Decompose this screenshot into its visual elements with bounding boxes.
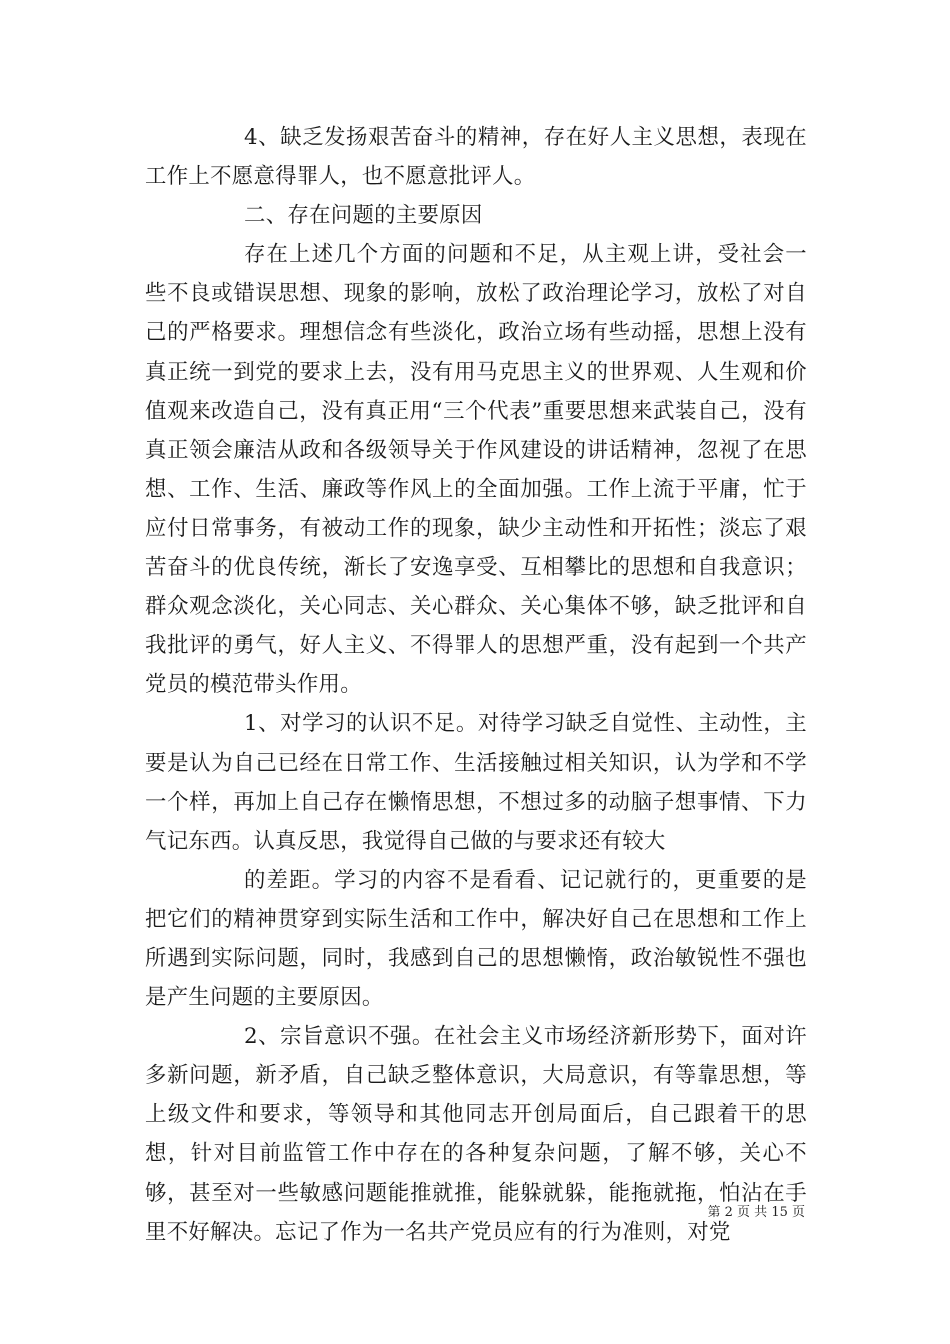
section-heading-causes: 二、存在问题的主要原因 — [244, 203, 483, 229]
paragraph-causes-summary: 存在上述几个方面的问题和不足，从主观上讲，受社会一些不良或错误思想、现象的影响，放松了政治理论学习，放松了对自己的严格要求。理想信念有些淡化，政治立场有些动摇，思想上没有真正统一到党的要求上去，没有用马克思主义的世界观、人生观和价值观来改造自己，没有真正用“三个代表”重要思想来武装自己，没有真正领会廉洁从政和各级领导关于作风建设的讲话精神，忽视了在思想、工作、生活、廉政等作风上的全面加强。工作上流于平庸，忙于应付日常事务，有被动工作的现象，缺少主动性和开拓性；淡忘了艰苦奋斗的优良传统，渐长了安逸享受、互相攀比的思想和自我意识；群众观念淡化，关心同志、关心群众、关心集体不够，缺乏批评和自我批评的勇气，好人主义、不得罪人的思想严重，没有起到一个共产党员的模范带头作用。 — [145, 242, 807, 698]
page-number-footer: 第 2 页 共 15 页 — [707, 1205, 805, 1220]
paragraph-cause-2: 2、宗旨意识不强。在社会主义市场经济新形势下，面对许多新问题，新矛盾，自己缺乏整体意识，大局意识，有等靠思想，等上级文件和要求，等领导和其他同志开创局面后，自己跟着干的思想，针对目前监管工作中存在的各种复杂问题，了解不够，关心不够，甚至对一些敏感问题能推就推，能躲就躲，能拖就拖，怕沾在手里不好解决。忘记了作为一名共产党员应有的行为准则，对党 — [145, 1024, 807, 1245]
paragraph-cause-1-continued: 的差距。学习的内容不是看看、记记就行的，更重要的是把它们的精神贯穿到实际生活和工作中，解决好自己在思想和工作上所遇到实际问题，同时，我感到自己的思想懒惰，政治敏锐性不强也是产生问题的主要原因。 — [145, 867, 807, 1011]
paragraph-item-4: 4、缺乏发扬艰苦奋斗的精神，存在好人主义思想，表现在工作上不愿意得罪人，也不愿意批评人。 — [145, 125, 807, 190]
paragraph-cause-1: 1、对学习的认识不足。对待学习缺乏自觉性、主动性，主要是认为自己已经在日常工作、生活接触过相关知识，认为学和不学一个样，再加上自己存在懒惰思想，不想过多的动脑子想事情、下力气记东西。认真反思，我觉得自己做的与要求还有较大 — [145, 711, 807, 854]
document-body — [145, 118, 807, 1252]
